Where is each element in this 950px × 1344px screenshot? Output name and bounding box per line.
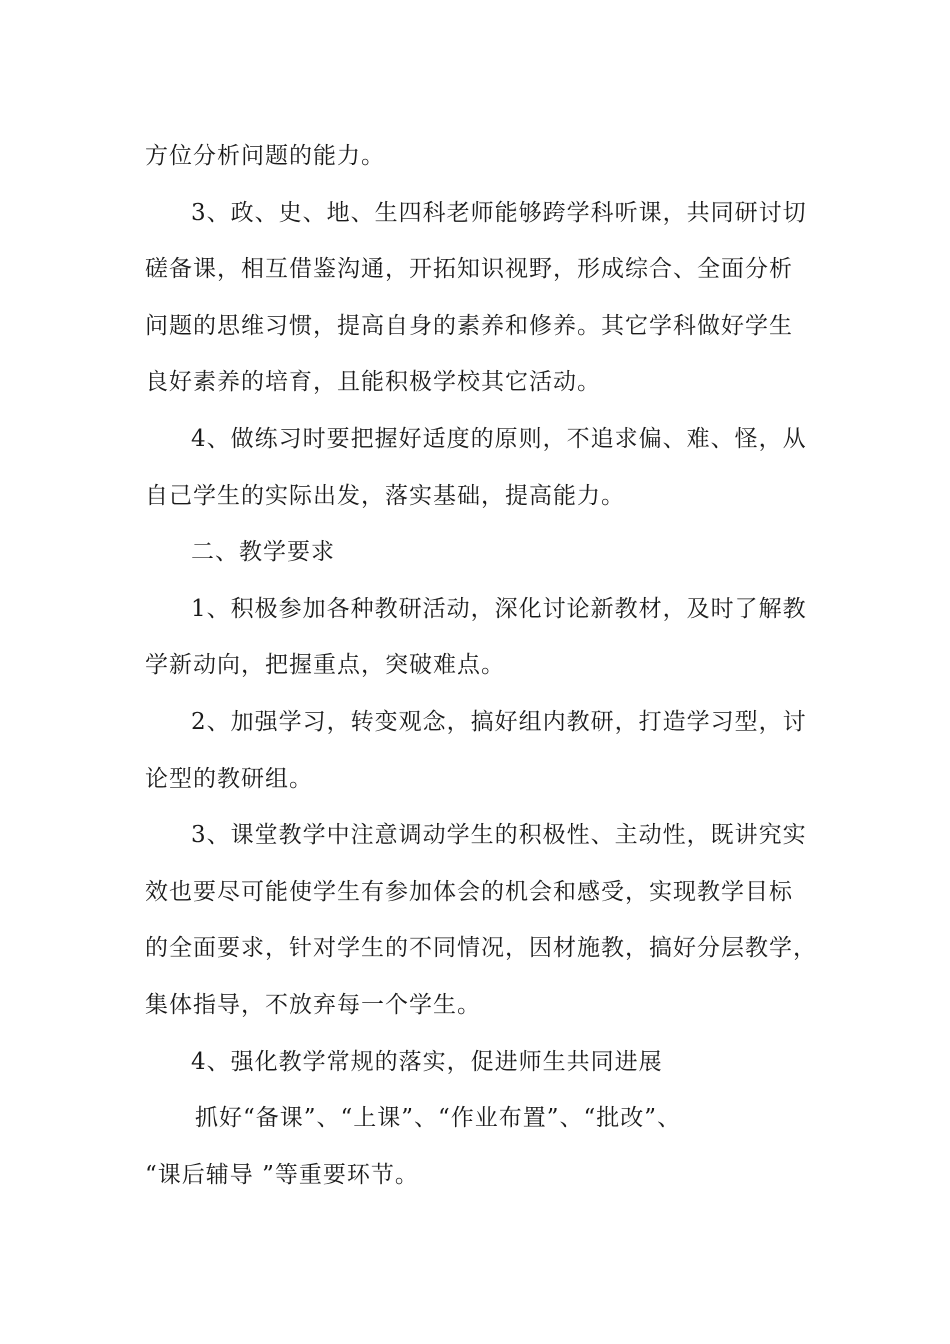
text-line: 自己学生的实际出发，落实基础，提高能力。 xyxy=(145,482,625,509)
text-line: 学新动向，把握重点，突破难点。 xyxy=(145,652,505,679)
text-line: 4、做练习时要把握好适度的原则，不追求偏、难、怪，从 xyxy=(191,425,807,452)
text-line: “课后辅导 ”等重要环节。 xyxy=(145,1161,419,1188)
text-line: 问题的思维习惯，提高自身的素养和修养。其它学科做好学生 xyxy=(145,312,793,339)
text-line: 2、加强学习，转变观念，搞好组内教研，打造学习型，讨 xyxy=(191,708,807,735)
text-line: 论型的教研组。 xyxy=(145,765,313,792)
document-body xyxy=(145,128,817,1203)
text-line: 良好素养的培育，且能积极学校其它活动。 xyxy=(145,369,601,396)
text-line: 集体指导，不放弃每一个学生。 xyxy=(145,991,481,1018)
text-line: 1、积极参加各种教研活动，深化讨论新教材，及时了解教 xyxy=(191,595,807,622)
text-line: 3、课堂教学中注意调动学生的积极性、主动性，既讲究实 xyxy=(191,822,807,849)
text-line: 3、政、史、地、生四科老师能够跨学科听课，共同研讨切 xyxy=(191,199,807,226)
text-line: 抓好“备课”、“上课”、“作业布置”、“批改”、 xyxy=(195,1105,682,1132)
text-line: 效也要尽可能使学生有参加体会的机会和感受，实现教学目标 xyxy=(145,878,793,905)
text-line: 的全面要求，针对学生的不同情况，因材施教，搞好分层教学， xyxy=(145,935,817,962)
text-line: 方位分析问题的能力。 xyxy=(145,143,385,169)
text-line: 4、强化教学常规的落实，促进师生共同进展 xyxy=(191,1048,663,1075)
text-line: 磋备课，相互借鉴沟通，开拓知识视野，形成综合、全面分析 xyxy=(145,256,793,283)
section-heading: 二、教学要求 xyxy=(191,539,335,566)
